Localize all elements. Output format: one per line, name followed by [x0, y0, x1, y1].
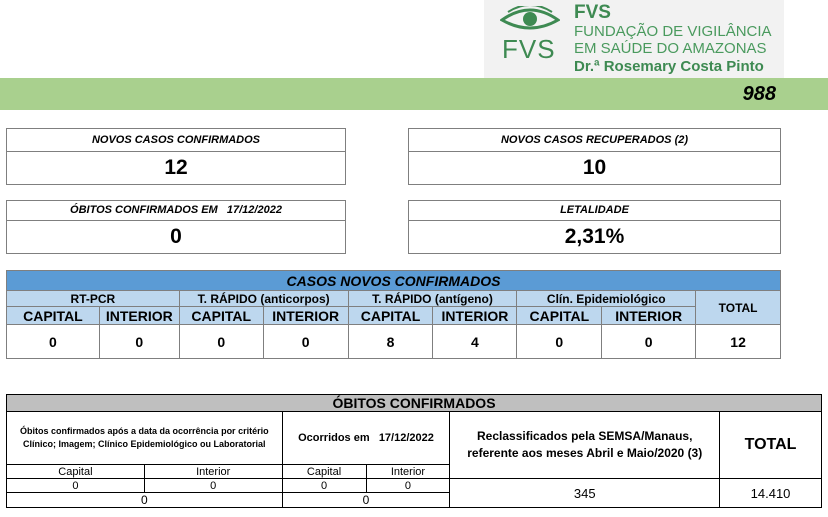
novos-casos-value: 12	[164, 156, 188, 179]
casos-total-header: TOTAL	[696, 291, 781, 325]
col-capital: CAPITAL	[517, 307, 602, 325]
crit-capital-value: 0	[7, 479, 145, 493]
col-capital: CAPITAL	[179, 307, 263, 325]
recuperados-label: NOVOS CASOS RECUPERADOS (2)	[409, 129, 780, 152]
letalidade-value: 2,31%	[564, 225, 625, 248]
reclass-line-1: Reclassificados pela SEMSA/Manaus,	[477, 429, 693, 443]
obitos-dia-value: 0	[170, 225, 182, 248]
col-interior: INTERIOR	[99, 307, 179, 325]
value-cell: 0	[517, 325, 602, 359]
logo-mark: FVS	[502, 34, 556, 64]
logo-line-3: Dr.ª Rosemary Costa Pinto	[574, 58, 764, 75]
eye-logo-icon	[500, 6, 560, 34]
header-band	[0, 78, 828, 110]
col-capital: CAPITAL	[348, 307, 433, 325]
ocor-sum-value: 0	[282, 493, 450, 508]
ocor-capital-value: 0	[282, 479, 366, 493]
obitos-dia-label: ÓBITOS CONFIRMADOS EM 17/12/2022	[7, 201, 345, 221]
col-interior: Interior	[144, 465, 282, 479]
recuperados-box	[408, 128, 781, 185]
logo-line-1: FUNDAÇÃO DE VIGILÂNCIA	[574, 23, 772, 40]
ocorridos-header	[282, 412, 450, 465]
value-cell: 8	[348, 325, 433, 359]
value-cell: 4	[433, 325, 517, 359]
letalidade-box	[408, 200, 781, 254]
casos-novos-table	[6, 270, 781, 359]
col-interior: INTERIOR	[263, 307, 348, 325]
criterio-header	[7, 412, 283, 465]
obitos-confirmados-table	[6, 394, 822, 508]
reclassificados-header	[450, 412, 720, 479]
obitos-total-value: 14.410	[720, 479, 822, 508]
logo-line-2: EM SAÚDE DO AMAZONAS	[574, 40, 767, 57]
criterio-line-2: Clínico; Imagem; Clínico Epidemiológico ou Laboratorial	[23, 439, 266, 449]
group-clin-epidemiologico: Clín. Epidemiológico	[517, 291, 696, 307]
obitos-total-header: TOTAL	[720, 412, 822, 479]
col-interior: Interior	[366, 465, 450, 479]
obitos-dia-box	[6, 200, 346, 254]
logo-title: FVS	[574, 2, 611, 23]
reclass-value: 345	[450, 479, 720, 508]
casos-novos-title: CASOS NOVOS CONFIRMADOS	[7, 271, 781, 291]
crit-sum-value: 0	[7, 493, 283, 508]
col-interior: INTERIOR	[433, 307, 517, 325]
value-cell: 0	[99, 325, 179, 359]
fvs-logo	[484, 0, 784, 78]
col-capital: Capital	[7, 465, 145, 479]
novos-casos-label: NOVOS CASOS CONFIRMADOS	[7, 129, 345, 152]
ocor-interior-value: 0	[366, 479, 450, 493]
recuperados-value: 10	[582, 156, 607, 179]
group-rtpcr: RT-PCR	[7, 291, 180, 307]
crit-interior-value: 0	[144, 479, 282, 493]
ocorridos-label: Ocorridos em	[298, 432, 370, 444]
casos-total-value: 12	[696, 325, 781, 359]
group-rapido-antigeno: T. RÁPIDO (antígeno)	[348, 291, 517, 307]
letalidade-label: LETALIDADE	[409, 201, 780, 221]
criterio-line-1: Óbitos confirmados após a data da ocorrência por critério	[20, 426, 269, 436]
value-cell: 0	[602, 325, 696, 359]
group-rapido-anticorpos: T. RÁPIDO (anticorpos)	[179, 291, 348, 307]
bulletin-number: 988	[742, 83, 776, 105]
col-interior: INTERIOR	[602, 307, 696, 325]
novos-casos-box	[6, 128, 346, 185]
col-capital: CAPITAL	[7, 307, 100, 325]
reclass-line-2: referente aos meses Abril e Maio/2020 (3)	[467, 446, 703, 460]
value-cell: 0	[179, 325, 263, 359]
ocorridos-date: 17/12/2022	[378, 432, 434, 444]
value-cell: 0	[7, 325, 100, 359]
col-capital: Capital	[282, 465, 366, 479]
obitos-title: ÓBITOS CONFIRMADOS	[7, 395, 822, 412]
value-cell: 0	[263, 325, 348, 359]
